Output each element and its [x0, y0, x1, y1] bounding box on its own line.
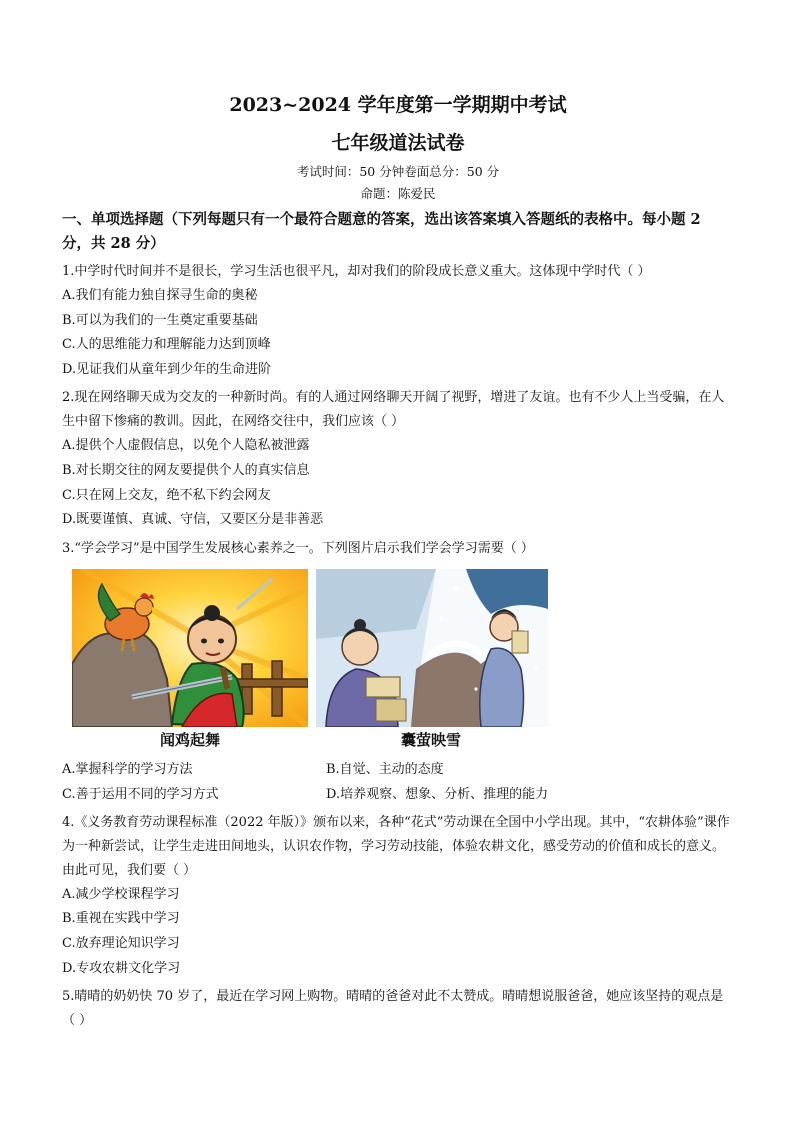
image-caption-left: 闻鸡起舞: [160, 730, 221, 749]
question-images: [62, 565, 734, 757]
option-c: C.放弃理论知识学习: [62, 935, 180, 951]
option-a: A.减少学校课程学习: [62, 886, 180, 902]
exam-paper: [62, 92, 734, 1033]
question-4: [62, 811, 734, 981]
rooster-dance-illustration: [72, 569, 308, 727]
options-grid: [62, 757, 734, 807]
option-b: B.对长期交往的网友要提供个人的真实信息: [62, 462, 310, 478]
option-b: B.重视在实践中学习: [62, 911, 180, 927]
option-c: C.只在网上交友，绝不私下约会网友: [62, 487, 271, 503]
question-stem: 3.“学会学习”是中国学生发展核心素养之一。下列图片启示我们学会学习需要（ ）: [62, 540, 534, 556]
section-heading: 一、单项选择题（下列每题只有一个最符合题意的答案，选出该答案填入答题纸的表格中。每小题 2 分，共 28 分）: [62, 211, 701, 252]
option-d: D.培养观察、想象、分析、推理的能力: [326, 786, 549, 802]
option-b: B.自觉、主动的态度: [326, 761, 444, 777]
option-a: A.我们有能力独自探寻生命的奥秘: [62, 288, 258, 303]
option-a: A.提供个人虚假信息，以免个人隐私被泄露: [62, 438, 310, 454]
option-b: B.可以为我们的一生奠定重要基础: [62, 312, 258, 328]
image-caption-right: 囊萤映雪: [401, 730, 462, 749]
question-stem: 2.现在网络聊天成为交友的一种新时尚。有的人通过网络聊天开阔了视野，增进了友谊。也有不少人上当受骗，在人生中留下惨痛的教训。因此，在网络交往中，我们应该（ ）: [62, 390, 725, 430]
rooster-dance-image: [72, 569, 308, 727]
question-stem: 4.《义务教育劳动课程标准（2022 年版）》颁布以来，各种“花式”劳动课在全国中小学出现。其中，“农耕体验”课作为一种新尝试，让学生走进田间地头，认识农作物，学习劳动技能，体验农耕文化，感受劳动的价值和成长的意义。由此可见，我们要（ ）: [62, 814, 730, 878]
exam-info: 考试时间：50 分钟卷面总分：50 分: [296, 164, 500, 179]
option-a: A.掌握科学的学习方法: [62, 761, 193, 777]
question-stem: 1.中学时代时间并不是很长，学习生活也很平凡，却对我们的阶段成长意义重大。这体现中学时代（ ）: [62, 264, 651, 279]
firefly-snow-image: [316, 569, 548, 727]
question-stem: 5.晴晴的奶奶快 70 岁了，最近在学习网上购物。晴晴的爸爸对此不太赞成。晴晴想说服爸爸，她应该坚持的观点是（ ）: [62, 989, 724, 1029]
question-1: [62, 260, 734, 382]
exam-title: 2023~2024 学年度第一学期期中考试: [229, 94, 567, 116]
option-c: C.人的思维能力和理解能力达到顶峰: [62, 337, 271, 353]
option-d: D.见证我们从童年到少年的生命进阶: [62, 361, 272, 377]
option-d: D.专攻农耕文化学习: [62, 960, 181, 976]
exam-author: 命题：陈爱民: [360, 186, 436, 201]
option-d: D.既要谨慎、真诚、守信，又要区分是非善恶: [62, 512, 324, 528]
question-5: [62, 985, 734, 1033]
option-c: C.善于运用不同的学习方式: [62, 786, 219, 802]
firefly-snow-illustration: [316, 569, 548, 727]
question-2: [62, 386, 734, 532]
question-3: [62, 537, 734, 807]
exam-subtitle: 七年级道法试卷: [331, 132, 465, 154]
